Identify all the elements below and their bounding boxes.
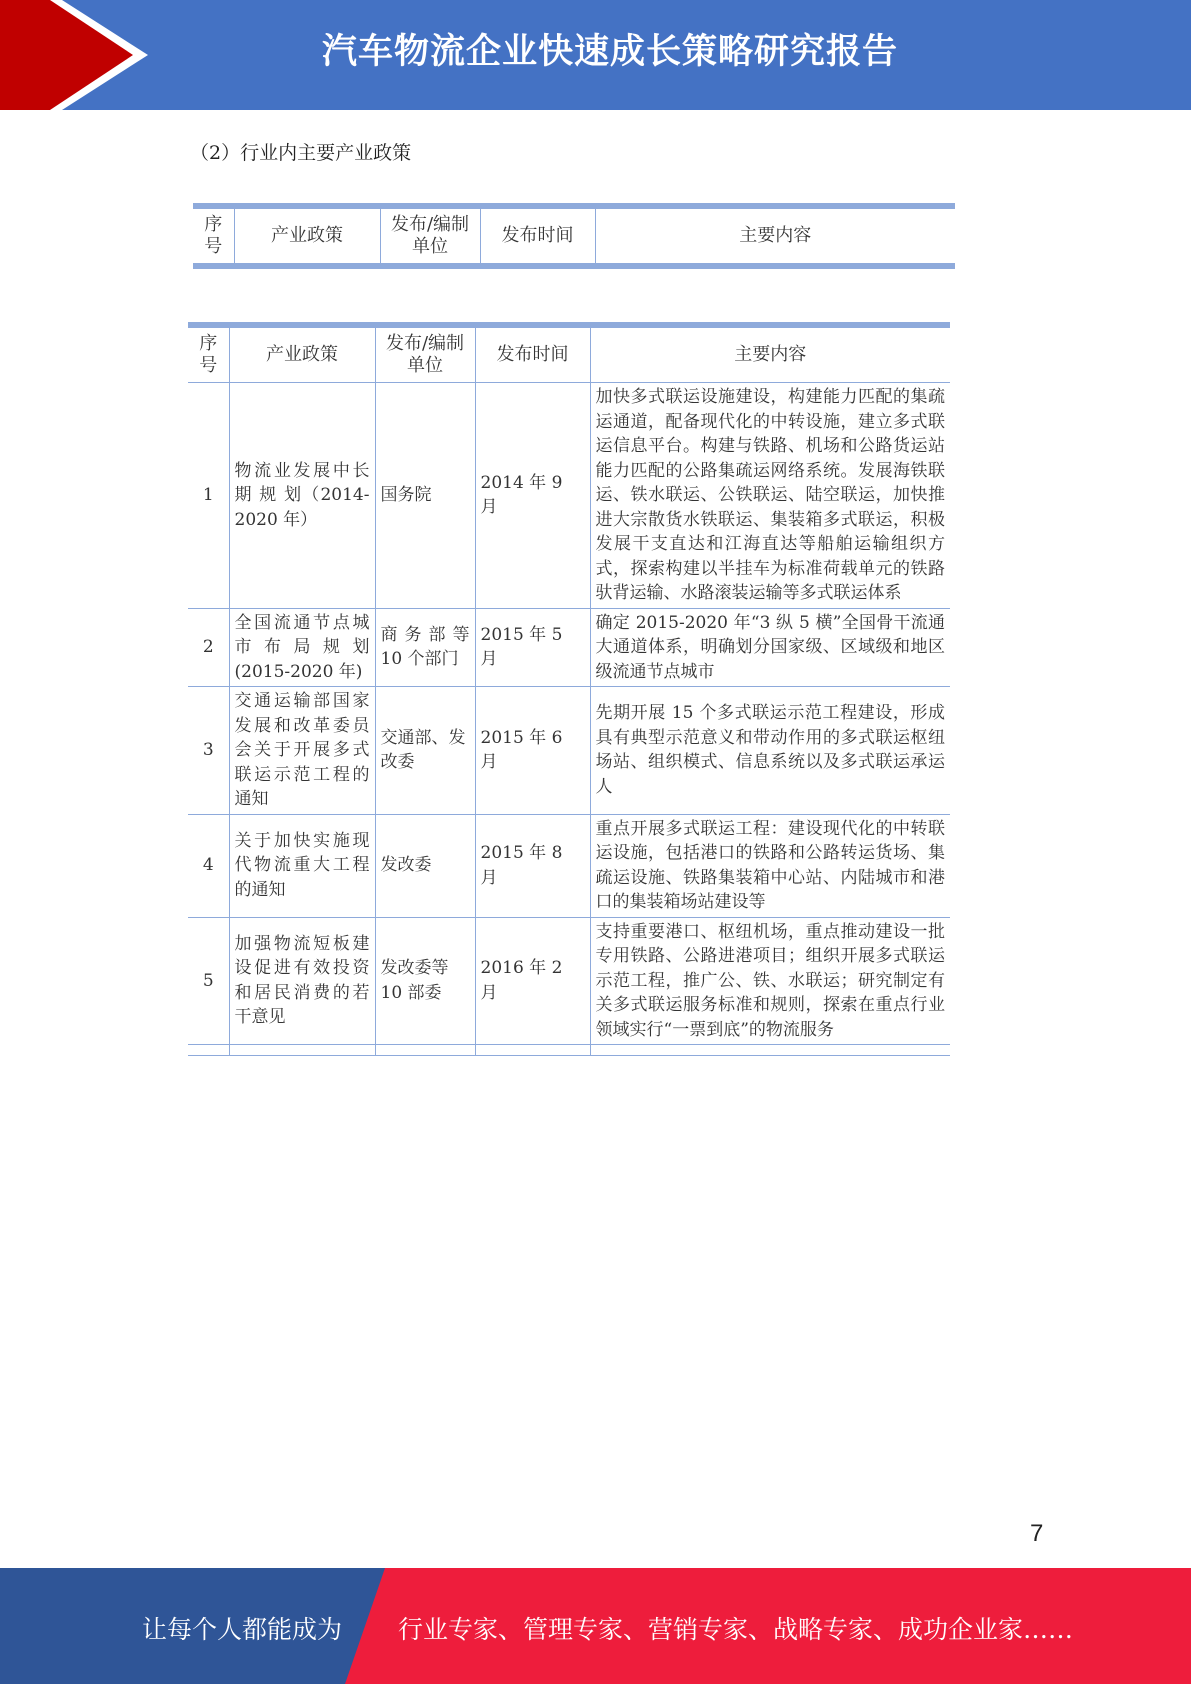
header-cell-num: 序号 bbox=[188, 325, 229, 383]
header-cell-num: 序号 bbox=[193, 206, 234, 266]
row-date: 2014 年 9 月 bbox=[475, 383, 590, 609]
row-num: 4 bbox=[188, 814, 229, 917]
header-cell-content: 主要内容 bbox=[590, 325, 950, 383]
row-content: 重点开展多式联运工程：建设现代化的中转联运设施，包括港口的铁路和公路转运货场、集疏运设施、铁路集装箱中心站、内陆城市和港口的集装箱场站建设等 bbox=[590, 814, 950, 917]
table-row bbox=[188, 383, 950, 609]
table-row-cutoff bbox=[188, 1045, 950, 1056]
row-policy: 关于加快实施现代物流重大工程的通知 bbox=[229, 814, 375, 917]
row-date: 2015 年 8 月 bbox=[475, 814, 590, 917]
row-content: 支持重要港口、枢纽机场，重点推动建设一批专用铁路、公路进港项目；组织开展多式联运示范工程，推广公、铁、水联运；研究制定有关多式联运服务标准和规则，探索在重点行业领域实行“一票到底”的物流服务 bbox=[590, 917, 950, 1045]
row-content: 先期开展 15 个多式联运示范工程建设，形成具有典型示范意义和带动作用的多式联运枢纽场站、组织模式、信息系统以及多式联运承运人 bbox=[590, 687, 950, 815]
header-cell-policy: 产业政策 bbox=[234, 206, 380, 266]
header-cell-date: 发布时间 bbox=[480, 206, 595, 266]
report-title: 汽车物流企业快速成长策略研究报告 bbox=[321, 32, 898, 72]
row-date: 2015 年 5 月 bbox=[475, 608, 590, 687]
row-policy: 交通运输部国家发展和改革委员会关于开展多式联运示范工程的通知 bbox=[229, 687, 375, 815]
page-footer bbox=[0, 1568, 1191, 1684]
row-policy: 物流业发展中长期 规 划（2014-2020 年） bbox=[229, 383, 375, 609]
header-cell-content: 主要内容 bbox=[595, 206, 955, 266]
footer-slogan-left: 让每个人都能成为 bbox=[142, 1615, 343, 1644]
row-content: 确定 2015-2020 年“3 纵 5 横”全国骨干流通大通道体系，明确划分国家级、区域级和地区级流通节点城市 bbox=[590, 608, 950, 687]
header-cell-issuer: 发布/编制单位 bbox=[380, 206, 480, 266]
table-row bbox=[188, 687, 950, 815]
row-issuer: 商务部等 10 个部门 bbox=[375, 608, 475, 687]
footer-slogan-right: 行业专家、管理专家、营销专家、战略专家、成功企业家…… bbox=[398, 1615, 1074, 1644]
header-cell-issuer: 发布/编制单位 bbox=[375, 325, 475, 383]
policy-table bbox=[188, 322, 950, 1056]
section-title: （2）行业内主要产业政策 bbox=[190, 142, 412, 164]
row-issuer: 发改委等 10 部委 bbox=[375, 917, 475, 1045]
table-header-row bbox=[188, 325, 950, 383]
table-row bbox=[188, 814, 950, 917]
row-num: 2 bbox=[188, 608, 229, 687]
row-issuer: 国务院 bbox=[375, 383, 475, 609]
header-cell-policy: 产业政策 bbox=[229, 325, 375, 383]
row-issuer: 交通部、发改委 bbox=[375, 687, 475, 815]
row-issuer: 发改委 bbox=[375, 814, 475, 917]
row-content: 加快多式联运设施建设，构建能力匹配的集疏运通道，配备现代化的中转设施，建立多式联运信息平台。构建与铁路、机场和公路货运站能力匹配的公路集疏运网络系统。发展海铁联运、铁水联运、公铁联运、陆空联运，加快推进大宗散货水铁联运、集装箱多式联运，积极发展干支直达和江海直达等船舶运输组织方式，探索构建以半挂车为标准荷载单元的铁路驮背运输、水路滚装运输等多式联运体系 bbox=[590, 383, 950, 609]
policy-table-header-only bbox=[193, 203, 955, 269]
row-policy: 全国流通节点城市布局规划(2015-2020 年) bbox=[229, 608, 375, 687]
table-row bbox=[188, 917, 950, 1045]
row-num: 1 bbox=[188, 383, 229, 609]
table-row bbox=[188, 608, 950, 687]
header-cell-date: 发布时间 bbox=[475, 325, 590, 383]
row-num: 3 bbox=[188, 687, 229, 815]
header-arrow-decoration bbox=[0, 0, 160, 110]
row-num: 5 bbox=[188, 917, 229, 1045]
row-date: 2015 年 6 月 bbox=[475, 687, 590, 815]
page-header bbox=[0, 0, 1191, 110]
row-date: 2016 年 2 月 bbox=[475, 917, 590, 1045]
table-header-row bbox=[193, 206, 955, 266]
page-number: 7 bbox=[1030, 1520, 1044, 1547]
row-policy: 加强物流短板建设促进有效投资和居民消费的若干意见 bbox=[229, 917, 375, 1045]
